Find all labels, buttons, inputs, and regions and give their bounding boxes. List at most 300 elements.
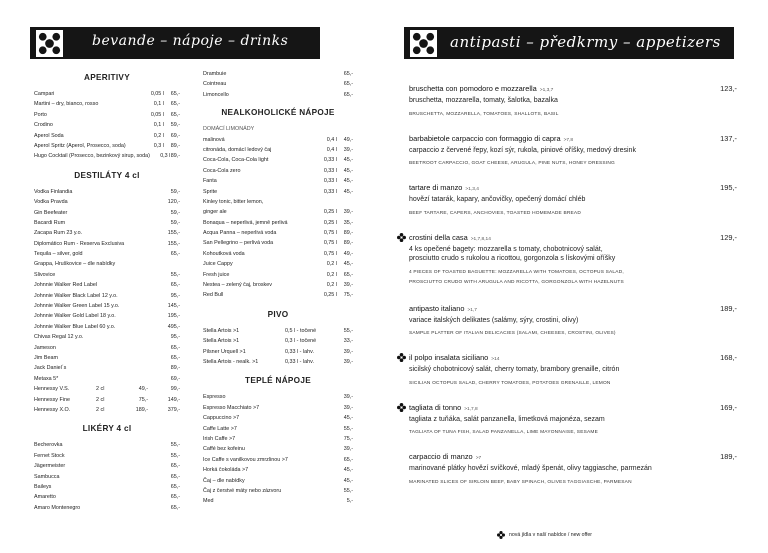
- item-name: Stella Artois - nealk. >1: [203, 358, 259, 365]
- menu-row: [203, 249, 353, 259]
- appetizer-name: il polpo insalata siciliano: [409, 353, 489, 362]
- menu-row: [203, 187, 353, 197]
- menu-row: [203, 347, 353, 357]
- item-name: Jim Beam: [34, 354, 58, 361]
- appetizer-head: [409, 233, 737, 245]
- item-price: 39,-: [343, 348, 353, 355]
- item-price: 65,-: [170, 344, 180, 351]
- item-volume: 0,75 l: [323, 230, 337, 237]
- allergen-codes: >1,7,8: [464, 406, 478, 412]
- menu-row: [34, 461, 180, 471]
- item-volume: 0,05 l: [150, 111, 164, 118]
- section-title-destilaty: DESTILÁTY 4 cl: [74, 170, 140, 180]
- menu-row: [34, 151, 180, 161]
- item-price: 95,-: [170, 292, 180, 299]
- appetizer-item: [409, 134, 737, 170]
- menu-row: [34, 141, 180, 151]
- menu-row: [34, 131, 180, 141]
- appetizer-head: [409, 304, 737, 316]
- item-name: Johnnie Walker Gold Label 18 y.o.: [34, 313, 116, 320]
- menu-row: [34, 197, 180, 207]
- item-price: 89,-: [343, 240, 353, 247]
- item-price: 65,-: [170, 504, 180, 511]
- item-volume: 2 cl: [96, 386, 105, 393]
- item-volume: 0,2 l: [153, 132, 164, 139]
- item-volume: 0,25 l: [323, 219, 337, 226]
- appetizer-description-en: [409, 379, 737, 389]
- item-price: 45,-: [343, 178, 353, 185]
- item-price: 39,-: [343, 394, 353, 401]
- item-name: Horká čokoláda >7: [203, 467, 249, 474]
- menu-row: [34, 353, 180, 363]
- item-name: Fernet Stock: [34, 452, 65, 459]
- item-name: Med: [203, 498, 214, 505]
- menu-row: [34, 291, 180, 301]
- menu-row: [34, 395, 180, 405]
- item-price: 69,-: [170, 132, 180, 139]
- menu-row: [34, 280, 180, 290]
- item-name: Čaj – dle nabídky: [203, 477, 245, 484]
- menu-row: [203, 259, 353, 269]
- item-name: Jägermeister: [34, 463, 66, 470]
- item-name: Jameson: [34, 344, 56, 351]
- appetizers-banner: [404, 27, 734, 59]
- appetizer-price: 169,-: [720, 402, 737, 412]
- item-price: 45,-: [343, 157, 353, 164]
- appetizer-description-cz: marinované plátky hovězí svíčkové, mladý špenát, olivy taggiasche, parmezán: [409, 465, 652, 472]
- item-name: Hugo Cocktail (Prosecco, bezinkový sirup, soda): [34, 153, 150, 160]
- menu-row: [34, 208, 180, 218]
- section-title-likery: LIKÉRY 4 cl: [82, 424, 132, 434]
- appetizer-head: [409, 183, 737, 195]
- item-price: 145,-: [167, 303, 180, 310]
- menu-row: [34, 482, 180, 492]
- likery-cont-list: [203, 69, 353, 100]
- menu-row: [203, 336, 353, 346]
- menu-row: [203, 90, 353, 100]
- item-name: Johnnie Walker Blue Label 60 y.o.: [34, 323, 116, 330]
- appetizer-item: [409, 233, 737, 288]
- item-name: Campari: [34, 91, 55, 97]
- item-name: Coca-Cola, Coca-Cola light: [203, 157, 269, 164]
- item-price: 39,-: [343, 146, 353, 153]
- appetizers-title: antipasti – předkrmy – appetizers: [450, 33, 721, 51]
- appetizer-description-en-line: MARINATED SLICES OF SIRLOIN BEEF, BABY SPINACH, OLIVES TAGGIASCHE, PARMESAN: [409, 479, 632, 485]
- item-volume: 0,33 l: [323, 178, 337, 185]
- menu-row: [203, 145, 353, 155]
- item-name: Kinley tonic, bitter lemon,: [203, 198, 264, 205]
- allergen-codes: >14: [491, 357, 500, 362]
- menu-row: [203, 207, 353, 217]
- item-volume: 0,4 l: [326, 136, 337, 143]
- appetizer-description-cz: variace italských delikates (salámy, sýry, crostini, olivy): [409, 316, 579, 324]
- item-name: Drambuie: [203, 71, 227, 77]
- logo-icon: [36, 30, 63, 57]
- item-name: Vodka Pravda: [34, 199, 68, 206]
- appetizer-description-en-line: BRUSCHETTA, MOZZARELLA, TOMATOES, SHALLOTS, BASIL: [409, 111, 559, 117]
- appetizer-description-cz: tagliata z tuňáka, salát panzanella, limetková majonéza, sezam: [409, 415, 605, 423]
- item-name: Limoncello: [203, 91, 229, 98]
- item-name: Pilsner Urquell >1: [203, 348, 246, 355]
- item-name: Becherovka: [34, 442, 63, 449]
- item-name: Fresh juice: [203, 271, 230, 278]
- appetizer-name: bruschetta con pomodoro e mozzarella: [409, 84, 537, 93]
- item-price: 65,-: [343, 81, 353, 88]
- item-name: Chivas Regal 12 y.o.: [34, 334, 84, 341]
- item-price: 39,-: [343, 358, 353, 365]
- appetizer-name: antipasto italiano: [409, 303, 465, 313]
- menu-row: [34, 343, 180, 353]
- item-name: Crodino: [34, 122, 53, 129]
- allergen-codes: >1,7,8,14: [470, 236, 491, 242]
- appetizer-name: barbabietole carpaccio con formaggio di capra: [409, 133, 561, 143]
- menu-row: [34, 99, 180, 109]
- menu-row: [34, 259, 180, 269]
- item-price: 65,-: [170, 91, 180, 97]
- item-price: 59,-: [170, 188, 180, 195]
- item-price: 45,-: [343, 261, 353, 268]
- item-price: 33,-: [343, 338, 353, 345]
- menu-row: [34, 120, 180, 130]
- item-volume: 0,33 l: [323, 188, 337, 195]
- appetizer-description-cz: carpaccio z červené řepy, kozí sýr, rukola, piniové oříšky, medový dresink: [409, 146, 636, 154]
- item-price: 75,-: [343, 435, 353, 442]
- item-name: Zacapa Rum 23 y.o.: [34, 230, 83, 237]
- item-price: 45,-: [343, 477, 353, 484]
- item-volume: 0,3 l: [160, 153, 171, 160]
- item-price: 65,-: [343, 71, 353, 77]
- item-price: 65,-: [170, 251, 180, 258]
- item-volume: 0,05 l: [150, 91, 164, 97]
- item-name: Sprite: [203, 188, 218, 195]
- item-volume: 0,3 l - točené: [285, 338, 317, 345]
- likery-list: [34, 440, 180, 513]
- item-name: Johnnie Walker Red Label: [34, 282, 98, 289]
- item-volume: 0,3 l: [153, 142, 164, 149]
- appetizer-name: crostini della casa: [409, 232, 468, 242]
- appetizer-description-en-line: BEEF TARTARE, CAPERS, ANCHOVIES, TOASTED HOMEMADE BREAD: [409, 210, 581, 216]
- item-price: 95,-: [170, 334, 180, 341]
- item-price: [337, 197, 353, 207]
- drinks-banner: [30, 27, 320, 59]
- item-price: 89,-: [170, 153, 180, 160]
- item-price: 55,-: [343, 487, 353, 494]
- hennessy-list: [34, 384, 180, 415]
- appetizer-description-en-line: BEETROOT CARPACCIO, GOAT CHEESE, ARUGULA, PINE NUTS, HONEY DRESSING: [409, 161, 615, 166]
- menu-row: [34, 270, 180, 280]
- item-price: 39,-: [343, 209, 353, 216]
- item-name: Johnnie Walker Black Label 12 y.o.: [34, 292, 118, 299]
- menu-row: [203, 357, 353, 367]
- menu-row: [34, 503, 180, 513]
- menu-row: [203, 455, 353, 465]
- item-price: 65,-: [170, 473, 180, 480]
- item-name: Cappuccino >7: [203, 415, 240, 422]
- item-price: 45,-: [343, 415, 353, 422]
- appetizer-price: 189,-: [720, 303, 737, 313]
- item-name: Diplomático Rum - Reserva Exclusiva: [34, 240, 125, 247]
- menu-row: [203, 424, 353, 434]
- item-name: Čaj z čerstvé máty nebo zázvoru: [203, 487, 282, 494]
- appetizer-name: tartare di manzo: [409, 183, 463, 192]
- menu-row: [203, 135, 353, 145]
- menu-row: [34, 249, 180, 259]
- item-name: Sambucca: [34, 473, 60, 480]
- item-name: Amaretto: [34, 494, 56, 501]
- item-volume: 2 cl: [96, 406, 105, 413]
- item-name: citronáda, domácí ledový čaj: [203, 146, 272, 153]
- item-volume: 0,2 l: [326, 271, 337, 278]
- item-name: Hennessy X.O.: [34, 406, 71, 413]
- menu-row: [34, 492, 180, 502]
- appetizer-description-en-line: SICILIAN OCTOPUS SALAD, CHERRY TOMATOES, POTATOES GRENAILLE, LEMON: [409, 380, 611, 386]
- item-name: Johnnie Walker Green Label 15 y.o.: [34, 303, 120, 310]
- appetizer-item: [409, 353, 737, 389]
- menu-row: [203, 176, 353, 186]
- appetizer-item: [409, 84, 737, 120]
- item-volume: 0,2 l: [326, 282, 337, 289]
- item-volume: 0,4 l: [326, 146, 337, 153]
- appetizer-price: 189,-: [720, 452, 737, 461]
- item-volume: 0,25 l: [323, 209, 337, 216]
- appetizer-item: [409, 452, 737, 488]
- appetizer-head: [409, 134, 737, 146]
- item-price: 55,-: [170, 452, 180, 459]
- menu-row: [203, 270, 353, 280]
- item-volume: 0,33 l - lahv.: [285, 348, 314, 355]
- appetizer-item: [409, 183, 737, 219]
- item-name: Grappa, Hruškovice – dle nabídky: [34, 261, 116, 268]
- item-price: 39,-: [343, 282, 353, 289]
- menu-row: [203, 413, 353, 423]
- menu-row: [203, 434, 353, 444]
- item-volume: 0,2 l: [326, 261, 337, 268]
- item-name: Porto: [34, 111, 47, 118]
- menu-row: [203, 238, 353, 248]
- item-price: 55,-: [170, 442, 180, 449]
- item-name: Aperol Soda: [34, 132, 64, 139]
- appetizer-description-en: [409, 209, 737, 219]
- item-price: 39,-: [343, 404, 353, 411]
- item-volume-price: 75,-: [138, 396, 148, 403]
- item-price: 65,-: [170, 483, 180, 490]
- item-price: 59,-: [170, 209, 180, 216]
- item-volume: 0,33 l - lahv.: [285, 358, 314, 365]
- menu-row: [34, 363, 180, 373]
- appetizer-description-cz: 4 ks opečené bagety: mozzarella s tomaty, chobotnicový salát,: [409, 245, 603, 253]
- item-name: Espresso Macchiato >7: [203, 404, 260, 411]
- appetizer-head: [409, 403, 737, 415]
- appetizer-description-en: [409, 159, 737, 169]
- item-volume-price: 49,-: [138, 386, 148, 393]
- item-price: 155,-: [167, 240, 180, 247]
- item-volume: 0,33 l: [323, 167, 337, 174]
- item-volume: 0,25 l: [323, 292, 337, 299]
- destilaty-list: [34, 187, 180, 384]
- item-price: 69,-: [170, 375, 180, 382]
- appetizer-description-en: [409, 329, 737, 339]
- item-price: 45,-: [343, 188, 353, 195]
- nealko-list: [203, 135, 353, 301]
- item-name: Gin Beefeater: [34, 209, 68, 216]
- menu-row: [203, 69, 353, 79]
- menu-row: [34, 239, 180, 249]
- section-title-teple: TEPLÉ NÁPOJE: [245, 376, 311, 386]
- flower-icon: [397, 353, 406, 362]
- menu-row: [34, 405, 180, 415]
- item-price: 49,-: [343, 136, 353, 143]
- menu-row: [203, 403, 353, 413]
- item-name: Aperol Spritz (Aperol, Prosecco, soda): [34, 142, 126, 149]
- item-name: ginger ale: [203, 209, 227, 216]
- flower-icon: [397, 403, 406, 412]
- item-name: Tequila – silver, gold: [34, 251, 83, 258]
- item-price: 65,-: [170, 111, 180, 118]
- menu-row: [34, 384, 180, 394]
- appetizer-description-cz: sicilský chobotnicový salát, cherry tomaty, brambory grenaille, citrón: [409, 366, 620, 373]
- logo-icon: [410, 30, 437, 57]
- menu-row: [203, 326, 353, 336]
- appetizer-name: carpaccio di manzo: [409, 452, 473, 461]
- item-volume: 2 cl: [96, 396, 105, 403]
- menu-row: [34, 110, 180, 120]
- item-price: 495,-: [167, 323, 180, 330]
- appetizer-item: [409, 304, 737, 340]
- item-price: 65,-: [343, 271, 353, 278]
- section-title-nealko: NEALKOHOLICKÉ NÁPOJE: [221, 108, 335, 118]
- item-price: 55,-: [343, 425, 353, 432]
- allergen-codes: >7,8: [563, 137, 574, 143]
- menu-row: [203, 465, 353, 475]
- item-volume: 0,33 l: [323, 157, 337, 164]
- item-price: 59,-: [170, 122, 180, 129]
- item-name: Fanta: [203, 178, 217, 185]
- item-name: Slivovice: [34, 271, 56, 278]
- appetizer-price: 168,-: [720, 353, 737, 362]
- item-name: Kohoutková voda: [203, 250, 245, 257]
- item-volume: [303, 197, 337, 207]
- new-offer-text: nová jídla v naší nabídce / new offer: [509, 532, 592, 538]
- item-price: 149,-: [167, 396, 180, 403]
- menu-row: [203, 476, 353, 486]
- item-name: Hennessy V.S.: [34, 386, 70, 393]
- item-name: Acqua Panna – neperlivá voda: [203, 230, 277, 237]
- item-volume: 0,1 l: [153, 101, 164, 108]
- menu-row: [203, 444, 353, 454]
- appetizer-head: [409, 353, 737, 365]
- item-price: 120,-: [167, 199, 180, 206]
- item-name: Vodka Finlandia: [34, 188, 73, 195]
- item-price: 89,-: [170, 142, 180, 149]
- item-name: Metaxa 5*: [34, 375, 59, 382]
- item-name: Hennessy Fine: [34, 396, 70, 403]
- item-price: 65,-: [170, 494, 180, 501]
- item-name: malinová: [203, 136, 225, 143]
- item-volume: 0,5 l - točené: [285, 327, 317, 334]
- item-name: Stella Artois >1: [203, 338, 240, 345]
- menu-row: [203, 197, 353, 207]
- pivo-list: [203, 326, 353, 368]
- item-price: 45,-: [343, 467, 353, 474]
- menu-row: [34, 374, 180, 384]
- item-name: Bacardi Rum: [34, 219, 66, 226]
- appetizer-name: tagliata di tonno: [409, 402, 462, 412]
- menu-row: [203, 79, 353, 89]
- section-title-pivo: PIVO: [267, 309, 289, 319]
- item-name: San Pellegrino – perlivá voda: [203, 240, 274, 247]
- menu-row: [34, 187, 180, 197]
- appetizer-description-cz: hovězí tatarák, kapary, ančovičky, opečený domácí chléb: [409, 196, 586, 203]
- item-name: Red Bull: [203, 292, 224, 299]
- item-name: Juice Cappy: [203, 261, 233, 268]
- new-offer-note: [497, 531, 592, 539]
- menu-row: [34, 332, 180, 342]
- teple-list: [203, 392, 353, 506]
- appetizer-description-en-line: 4 PIECES OF TOASTED BAGUETTE: MOZZARELLA WITH TOMATOES, OCTOPUS SALAD,: [409, 269, 624, 275]
- appetizer-description-cz: prosciutto crudo s rukolou a ricottou, gorgonzola s lískovými oříšky: [409, 255, 616, 262]
- menu-row: [203, 392, 353, 402]
- menu-row: [34, 322, 180, 332]
- item-name: Bonaqua – neperlivá, jemně perlivá: [203, 219, 288, 226]
- flower-icon: [397, 233, 406, 242]
- item-price: 65,-: [343, 456, 353, 463]
- menu-row: [203, 280, 353, 290]
- menu-row: [203, 486, 353, 496]
- appetizer-description-en-line: PROSCIUTTO CRUDO WITH ARUGULA AND RICOTTA, GORGONZOLA WITH HAZELNUTS: [409, 279, 624, 285]
- item-name: Espresso: [203, 394, 226, 401]
- item-price: 59,-: [170, 219, 180, 226]
- item-name: Ice Caffe s vanilkovou zmrzlinou >7: [203, 456, 288, 463]
- item-name: Caffe Latte >7: [203, 425, 237, 432]
- menu-row: [34, 301, 180, 311]
- flower-icon: [497, 531, 505, 539]
- item-volume: 0,75 l: [323, 250, 337, 257]
- item-price: 155,-: [167, 230, 180, 237]
- item-price: 45,-: [343, 167, 353, 174]
- item-price: 379,-: [167, 406, 180, 413]
- item-name: Amaro Montenegro: [34, 504, 81, 511]
- appetizer-description-en: [409, 110, 737, 120]
- drinks-title: bevande – nápoje – drinks: [92, 33, 289, 49]
- item-name: Jack Daniel´s: [34, 365, 67, 372]
- item-price: 65,-: [343, 91, 353, 98]
- appetizer-price: 129,-: [720, 232, 737, 242]
- allergen-codes: >1,7: [467, 307, 477, 313]
- menu-row: [203, 496, 353, 506]
- item-price: 39,-: [343, 446, 353, 453]
- item-price: 65,-: [170, 354, 180, 361]
- item-price: 65,-: [170, 101, 180, 108]
- menu-row: [34, 451, 180, 461]
- appetizer-description-en-line: TAGLIATA OF TUNA FISH, SALAD PANZANELLA, LIME MAYONNAISE, SESAME: [409, 430, 598, 435]
- menu-row: [34, 440, 180, 450]
- menu-row: [203, 290, 353, 300]
- appetizer-price: 137,-: [720, 133, 737, 143]
- item-price: 5,-: [346, 498, 353, 505]
- appetizer-head: [409, 452, 737, 464]
- appetizer-description-en: [409, 428, 737, 438]
- item-name: Nestea – zelený čaj, broskev: [203, 282, 272, 289]
- menu-row: [34, 89, 180, 99]
- allergen-codes: >1,3,7: [539, 88, 554, 93]
- appetizer-price: 195,-: [720, 183, 737, 192]
- item-price: 89,-: [343, 230, 353, 237]
- item-name: Cointreau: [203, 81, 227, 88]
- item-price: [164, 259, 180, 269]
- item-price: 49,-: [343, 250, 353, 257]
- menu-row: [203, 166, 353, 176]
- item-volume-price: 189,-: [135, 406, 148, 413]
